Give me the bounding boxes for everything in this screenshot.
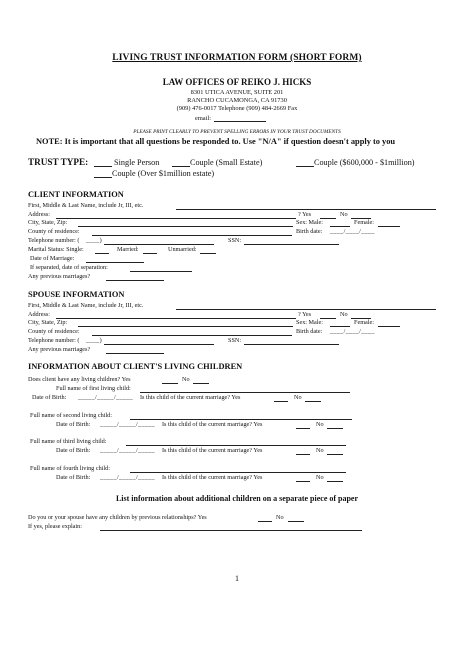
spouse-birth-date-field[interactable]: ____/____/____ — [330, 328, 375, 335]
child1-current-no-field[interactable] — [305, 401, 321, 402]
spouse-prev-marriages-label: Any previous marriages? — [28, 346, 91, 353]
trust-option-single-blank[interactable] — [94, 158, 112, 167]
client-address-no: No — [340, 211, 348, 218]
client-ssn-label: SSN: — [228, 237, 242, 244]
trust-option-single-label: Single Person — [114, 158, 160, 167]
client-name-label: First, Middle & Last Name, include Jr, III, etc. — [28, 202, 144, 209]
client-county-label: County of residence: — [28, 228, 80, 235]
client-city-field[interactable] — [78, 226, 293, 227]
client-female-label: Female: — [354, 219, 374, 226]
spouse-address-field[interactable] — [56, 318, 296, 319]
spouse-sex-male-field[interactable] — [330, 326, 350, 327]
client-separation-label: If separated, date of separation: — [30, 264, 108, 271]
client-married-field[interactable] — [143, 253, 157, 254]
spouse-female-label: Female: — [354, 319, 374, 326]
child1-current-no-label: No — [294, 394, 302, 401]
child1-name-label: Full name of first living child: — [56, 385, 131, 392]
spouse-county-field[interactable] — [92, 335, 292, 336]
child1-current-yes-field[interactable] — [274, 401, 288, 402]
client-marital-label: Marital Status: Single: — [28, 246, 84, 253]
trust-option-couple-mid-label: Couple ($600,000 - $1million) — [314, 158, 415, 167]
client-section-heading: CLIENT INFORMATION — [28, 190, 124, 199]
email-row — [195, 114, 266, 122]
spouse-county-label: County of residence: — [28, 328, 80, 335]
child4-current-yes-field[interactable] — [296, 481, 310, 482]
child1-dob-field[interactable]: _____/_____/_____ — [78, 394, 133, 401]
client-telephone-number-field[interactable] — [104, 244, 214, 245]
child3-current-no-label: No — [316, 447, 324, 454]
child3-current-yes-field[interactable] — [296, 454, 310, 455]
child3-name-field[interactable] — [126, 445, 346, 446]
prev-relationships-no-label: No — [276, 514, 284, 521]
client-sex-male-label: Sex: Male: — [296, 219, 323, 226]
child1-current-label: Is this child of the current marriage? Yes — [140, 394, 241, 401]
prev-relationships-yes-field[interactable] — [258, 521, 272, 522]
client-ssn-field[interactable] — [244, 244, 339, 245]
trust-option-couple-large[interactable] — [94, 169, 214, 178]
client-prev-marriages-label: Any previous marriages? — [28, 273, 91, 280]
spouse-telephone-number-field[interactable] — [104, 344, 214, 345]
firm-address-line2: RANCHO CUCAMONGA, CA 91730 — [187, 97, 287, 104]
client-female-field[interactable] — [378, 226, 400, 227]
client-telephone-field[interactable]: ____) — [86, 237, 102, 244]
spouse-telephone-field[interactable]: ____) — [86, 337, 102, 344]
child4-dob-label: Date of Birth: — [56, 474, 91, 481]
child2-name-label: Full name of second living child: — [30, 412, 112, 419]
client-birth-date-label: Birth date: — [296, 228, 323, 235]
firm-phones: (909) 476-0017 Telephone (909) 484-2669 Fax — [176, 105, 298, 112]
firm-address-line1: 8301 UTICA AVENUE, SUITE 201 — [190, 89, 284, 96]
spouse-telephone-label: Telephone number: ( — [28, 337, 80, 344]
spouse-sex-male-label: Sex: Male: — [296, 319, 323, 326]
prev-relationships-label: Do you or your spouse have any children by previous relationships? Yes — [28, 514, 207, 521]
client-unmarried-field[interactable] — [200, 253, 216, 254]
child2-dob-field[interactable]: _____/_____/_____ — [100, 421, 155, 428]
additional-children-note: List information about additional children on a separate piece of paper — [115, 494, 359, 503]
child3-dob-label: Date of Birth: — [56, 447, 91, 454]
child3-dob-field[interactable]: _____/_____/_____ — [100, 447, 155, 454]
client-married-label: Married: — [117, 246, 139, 253]
child4-dob-field[interactable]: _____/_____/_____ — [100, 474, 155, 481]
trust-option-couple-small[interactable] — [172, 158, 262, 167]
child4-current-no-field[interactable] — [327, 481, 343, 482]
spouse-prev-marriages-field[interactable] — [106, 353, 164, 354]
client-address-field[interactable] — [56, 218, 296, 219]
client-single-field[interactable] — [95, 253, 109, 254]
child2-current-yes-field[interactable] — [296, 428, 310, 429]
client-unmarried-label: Unmarried: — [168, 246, 197, 253]
client-address-yes: ? Yes — [298, 211, 312, 218]
child4-current-label: Is this child of the current marriage? Yes — [162, 474, 263, 481]
spouse-name-field[interactable] — [176, 309, 436, 310]
firm-name: LAW OFFICES OF REIKO J. HICKS — [162, 77, 312, 87]
children-any-yes-field[interactable] — [162, 383, 178, 384]
trust-option-couple-small-blank[interactable] — [172, 158, 190, 167]
spouse-address-yes: ? Yes — [298, 311, 312, 318]
children-any-no-field[interactable] — [193, 383, 209, 384]
page-number: 1 — [235, 574, 239, 583]
child1-dob-label: Date of Birth: — [32, 394, 67, 401]
client-separation-field[interactable] — [130, 271, 192, 272]
prev-relationships-no-field[interactable] — [288, 521, 304, 522]
spouse-address-no: No — [340, 311, 348, 318]
trust-option-couple-large-blank[interactable] — [94, 169, 112, 178]
spouse-ssn-field[interactable] — [244, 344, 339, 345]
spouse-address-label: Address: — [28, 311, 50, 318]
explain-field[interactable] — [100, 530, 362, 531]
child4-name-field[interactable] — [130, 472, 346, 473]
child2-current-no-field[interactable] — [327, 428, 343, 429]
client-address-label: Address: — [28, 211, 50, 218]
print-clearly-instruction: PLEASE PRINT CLEARLY TO PREVENT SPELLING ERRORS IN YOUR TRUST DOCUMENTS — [133, 129, 341, 135]
child3-name-label: Full name of third living child: — [30, 438, 107, 445]
children-section-heading: INFORMATION ABOUT CLIENT'S LIVING CHILDREN — [28, 362, 243, 371]
child2-current-no-label: No — [316, 421, 324, 428]
child2-current-label: Is this child of the current marriage? Yes — [162, 421, 263, 428]
client-marriage-date-field[interactable] — [86, 262, 144, 263]
child3-current-no-field[interactable] — [327, 454, 343, 455]
client-birth-date-field[interactable]: ____/____/____ — [330, 228, 375, 235]
child3-current-label: Is this child of the current marriage? Yes — [162, 447, 263, 454]
spouse-birth-date-label: Birth date: — [296, 328, 323, 335]
trust-option-couple-mid[interactable] — [296, 158, 415, 167]
child4-name-label: Full name of fourth living child: — [30, 465, 110, 472]
trust-option-couple-small-label: Couple (Small Estate) — [190, 158, 263, 167]
client-marriage-date-label: Date of Marriage: — [30, 255, 75, 262]
spouse-city-field[interactable] — [78, 326, 293, 327]
client-prev-marriages-field[interactable] — [106, 280, 164, 281]
client-telephone-label: Telephone number: ( — [28, 237, 80, 244]
trust-option-single[interactable] — [94, 158, 159, 167]
spouse-female-field[interactable] — [378, 326, 400, 327]
spouse-name-label: First, Middle & Last Name, include Jr, III, etc. — [28, 302, 144, 309]
spouse-city-label: City, State, Zip: — [28, 319, 68, 326]
client-city-label: City, State, Zip: — [28, 219, 68, 226]
child2-dob-label: Date of Birth: — [56, 421, 91, 428]
child1-name-field[interactable] — [140, 392, 350, 393]
children-any-label: Does client have any living children? Yes — [28, 376, 131, 383]
child4-current-no-label: No — [316, 474, 324, 481]
email-label: email: — [195, 115, 211, 122]
form-title: LIVING TRUST INFORMATION FORM (SHORT FORM) — [112, 53, 362, 63]
client-sex-male-field[interactable] — [330, 226, 350, 227]
trust-option-couple-mid-blank[interactable] — [296, 158, 314, 167]
trust-type-label: TRUST TYPE: — [28, 157, 89, 167]
children-any-no-label: No — [182, 376, 190, 383]
client-county-field[interactable] — [92, 235, 292, 236]
spouse-ssn-label: SSN: — [228, 337, 242, 344]
child2-name-field[interactable] — [130, 419, 352, 420]
note-text: NOTE: It is important that all questions be responded to. Use "N/A" if question doesn't apply to you — [36, 137, 396, 146]
trust-option-couple-large-label: Couple (Over $1million estate) — [112, 169, 215, 178]
spouse-section-heading: SPOUSE INFORMATION — [28, 290, 125, 299]
client-name-field[interactable] — [176, 209, 436, 210]
email-field[interactable] — [214, 114, 266, 122]
explain-label: If yes, please explain: — [28, 523, 82, 530]
